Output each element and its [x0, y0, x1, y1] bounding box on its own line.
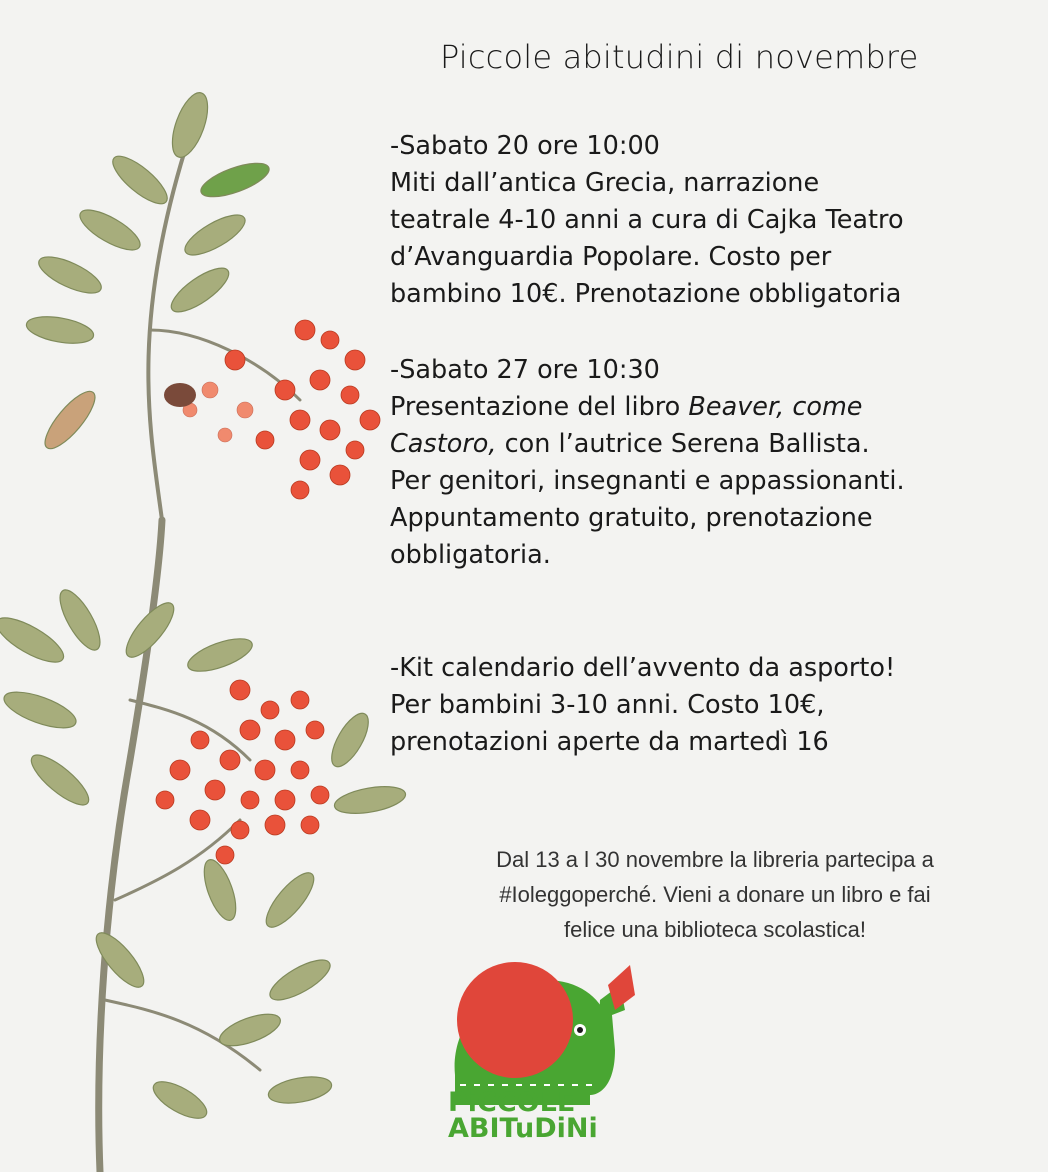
event-2-line: Appuntamento gratuito, prenotazione [390, 503, 873, 533]
logo-wordmark [448, 1087, 598, 1144]
event-1-line: d’Avanguardia Popolare. Costo per [390, 242, 832, 272]
page-title: Piccole abitudini di novembre [440, 38, 919, 76]
event-2-line [390, 389, 1030, 426]
event-3-line: Per bambini 3-10 anni. Costo 10€, [390, 690, 825, 720]
note-line: Dal 13 a l 30 novembre la libreria partecipa a [496, 847, 934, 872]
book-title-cont: Castoro, [390, 429, 497, 459]
event-2-line: Per genitori, insegnanti e appassionanti. [390, 466, 905, 496]
event-1-line: Miti dall’antica Grecia, narrazione [390, 168, 820, 198]
event-3-title: -Kit calendario dell’avvento da asporto! [390, 653, 896, 683]
event-1-line: teatrale 4-10 anni a cura di Cajka Teatro [390, 205, 904, 235]
initiative-note [410, 842, 1020, 947]
logo-line-1: PiCCOLE [448, 1087, 576, 1118]
event-1-date: -Sabato 20 ore 10:00 [390, 131, 660, 161]
event-3-line: prenotazioni aperte da martedì 16 [390, 727, 829, 757]
event-2-line [390, 426, 1030, 463]
event-2-text: con l’autrice Serena Ballista. [496, 429, 870, 459]
event-2-line: obbligatoria. [390, 540, 551, 570]
event-3 [390, 650, 1030, 761]
event-1-line: bambino 10€. Prenotazione obbligatoria [390, 279, 902, 309]
book-title: Beaver, come [688, 392, 863, 422]
note-line: #Ioleggoperché. Vieni a donare un libro e fai [499, 882, 931, 907]
event-1 [390, 128, 1030, 313]
event-2 [390, 352, 1030, 574]
event-2-date: -Sabato 27 ore 10:30 [390, 355, 660, 385]
event-2-text: Presentazione del libro [390, 392, 689, 422]
logo-line-2: ABITuDiNi [448, 1113, 598, 1144]
note-line: felice una biblioteca scolastica! [563, 917, 867, 942]
